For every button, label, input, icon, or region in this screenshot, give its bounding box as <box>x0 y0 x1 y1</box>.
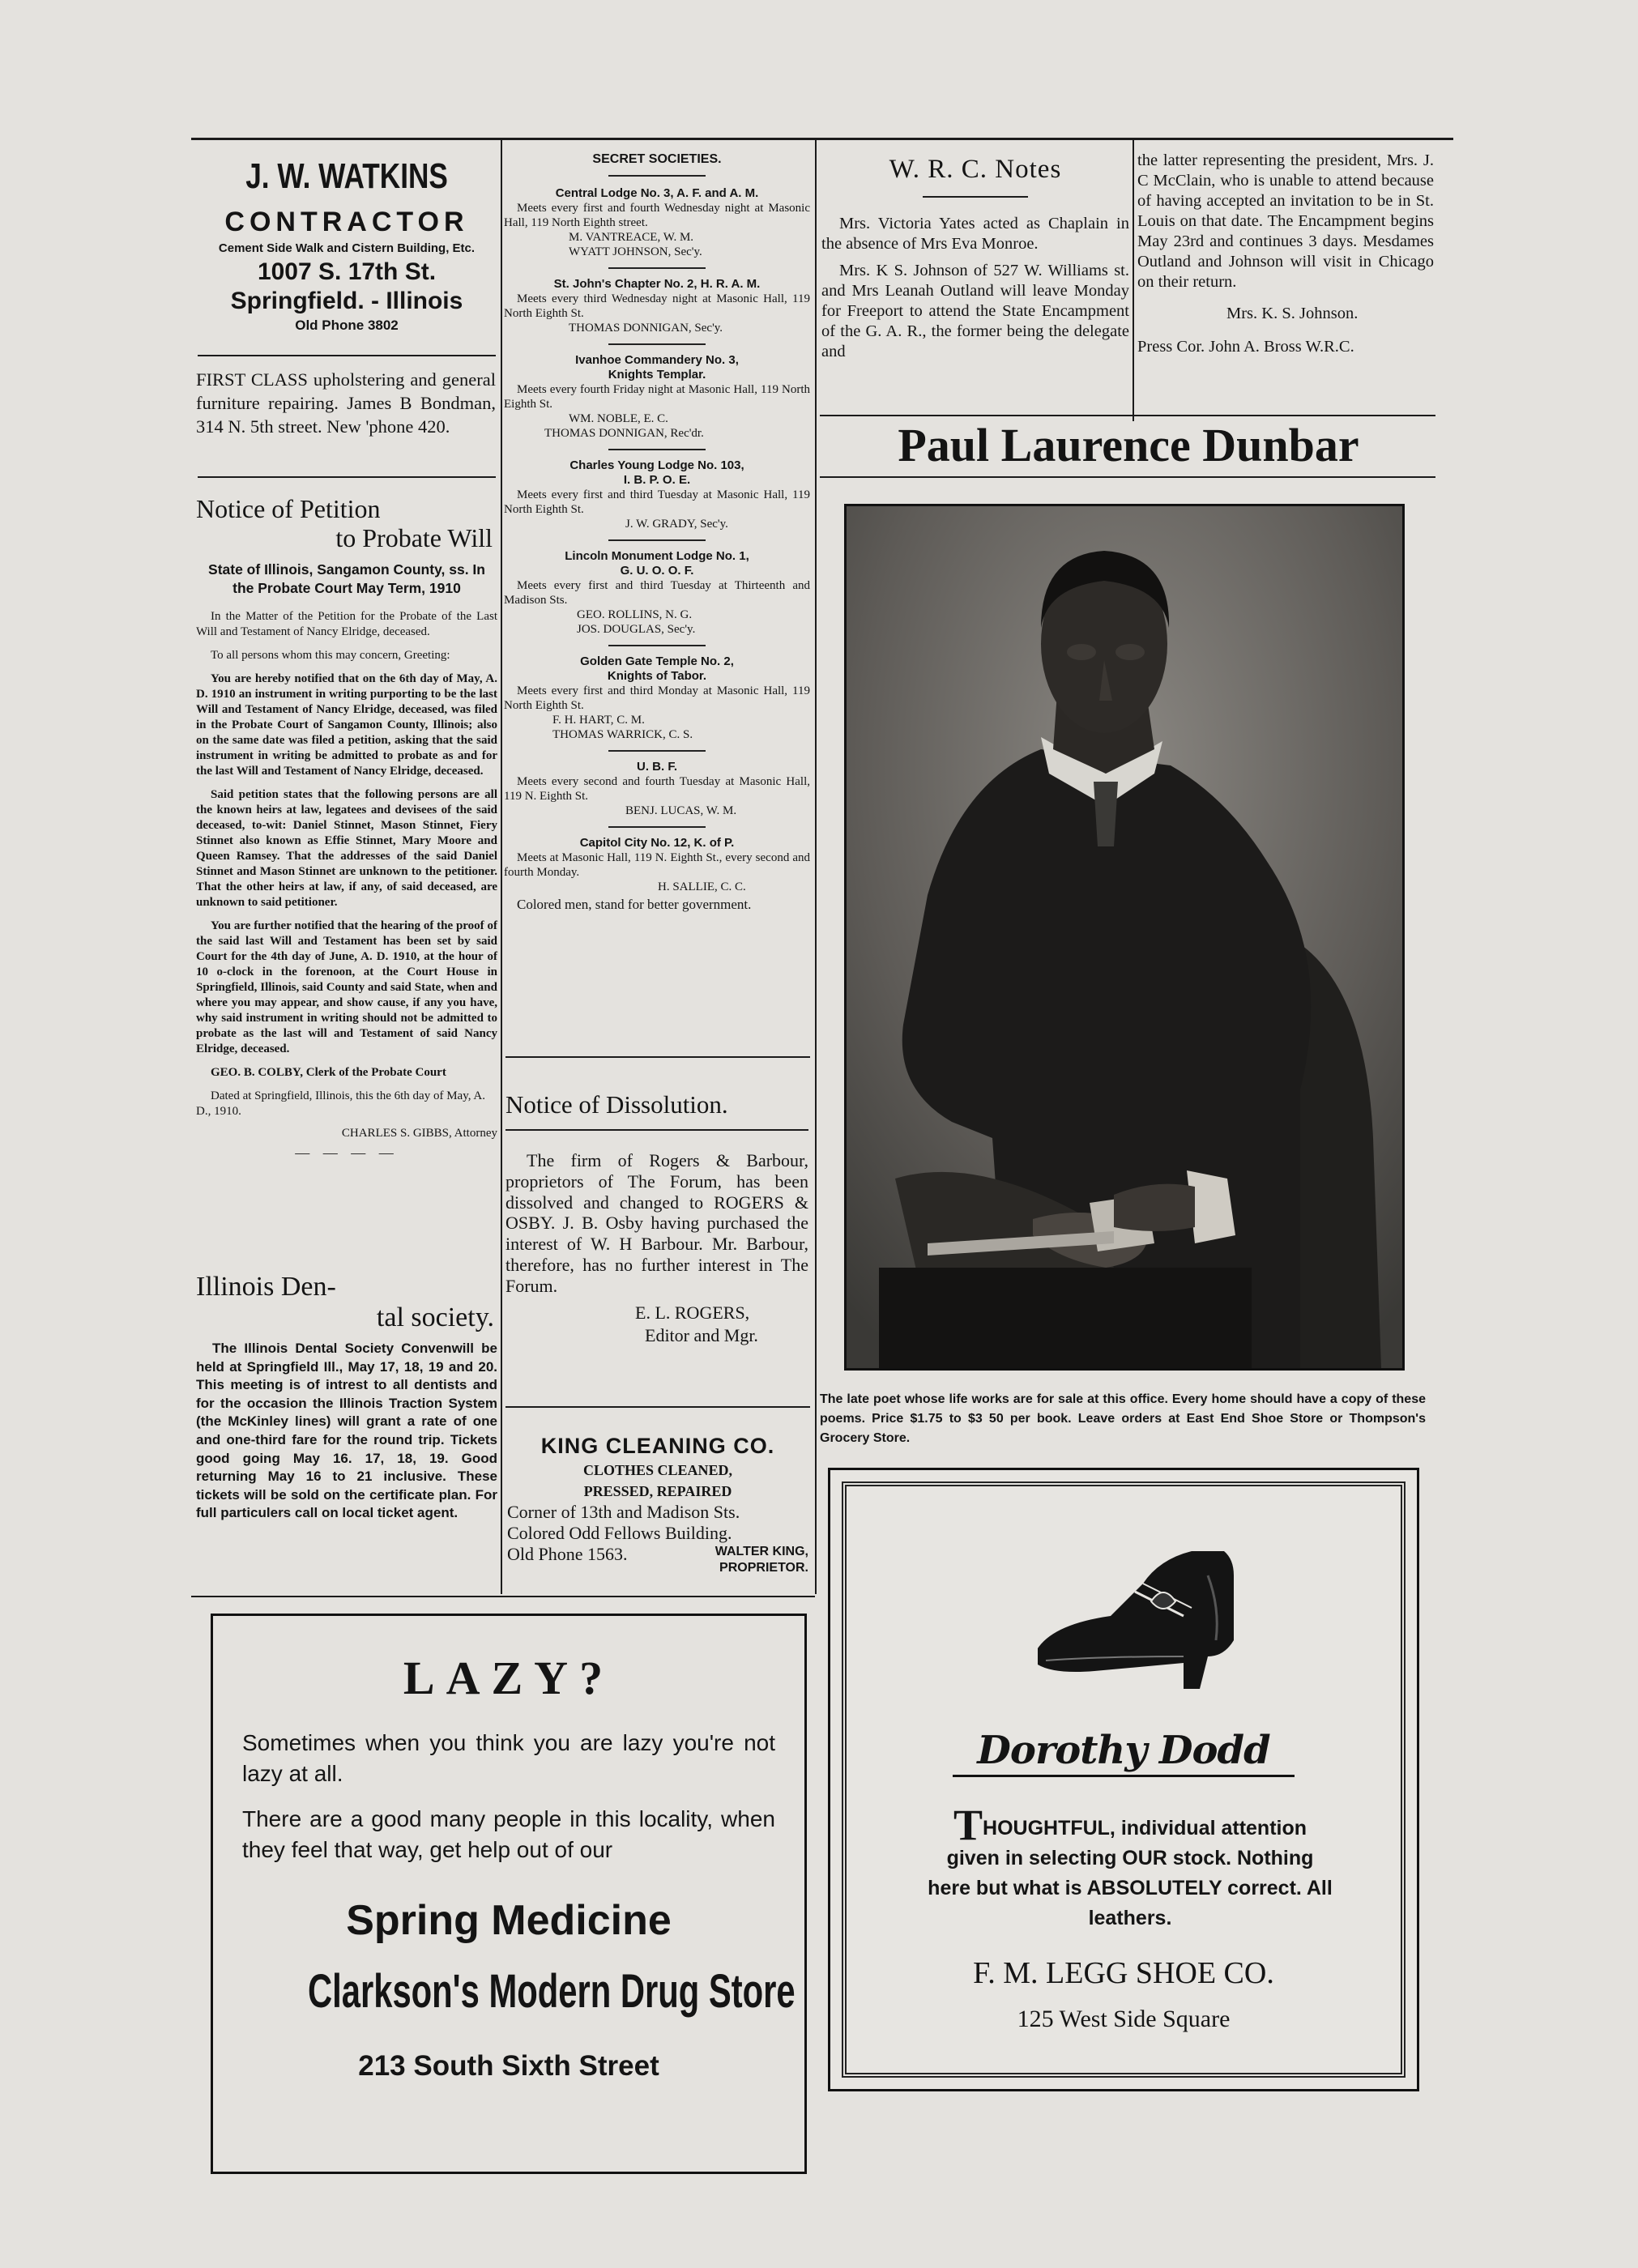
king-line-1: CLOTHES CLEANED, <box>582 1462 733 1478</box>
society-2 <box>504 277 810 335</box>
society-body: Meets every fourth Friday night at Masonic Hall, 119 North Eighth St. <box>504 383 810 411</box>
secret-societies <box>504 151 810 914</box>
society-1 <box>504 186 810 259</box>
probate-attorney: CHARLES S. GIBBS, Attorney <box>341 1127 497 1140</box>
society-sign: WM. NOBLE, E. C. <box>569 412 668 425</box>
dental-society <box>196 1272 497 1523</box>
probate-title-1: Notice of Petition <box>196 494 381 523</box>
header-rule <box>191 138 1453 140</box>
bondman-ad: FIRST CLASS upholstering and general furniture repairing. James B Bondman, 314 N. 5th street. New 'phone 420. <box>196 369 496 437</box>
drug-store-ad <box>211 1614 807 2174</box>
divider <box>198 355 496 356</box>
divider <box>608 826 706 828</box>
probate-p1: In the Matter of the Petition for the Probate of the Last Will and Testament of Nancy Elridge, deceased. <box>196 610 497 638</box>
king-cleaning-ad <box>505 1432 810 1580</box>
lazy-product: Spring Medicine <box>346 1897 672 1944</box>
society-4 <box>504 458 810 531</box>
society-sign: H. SALLIE, C. C. <box>658 880 746 893</box>
society-sign: THOMAS DONNIGAN, Sec'y. <box>569 322 723 335</box>
society-3 <box>504 353 810 441</box>
legg-initial: T <box>953 1801 983 1849</box>
society-title: St. John's Chapter No. 2, H. R. A. M. <box>553 277 761 291</box>
society-sign: BENJ. LUCAS, W. M. <box>625 804 737 817</box>
king-phone: Old Phone 1563. <box>507 1544 628 1564</box>
watkins-ad <box>196 154 497 335</box>
king-name: KING CLEANING CO. <box>540 1434 775 1458</box>
societies-header: SECRET SOCIETIES. <box>592 152 722 166</box>
wrc-notes <box>821 151 1129 362</box>
dissolution-notice <box>505 1089 808 1347</box>
column-rule-3 <box>1133 138 1134 421</box>
legg-address: 125 West Side Square <box>1017 2006 1231 2032</box>
probate-court: State of Illinois, Sangamon County, ss. In the Probate Court May Term, 1910 <box>208 561 485 596</box>
society-title: Central Lodge No. 3, A. F. and A. M. <box>555 186 759 200</box>
dunbar-portrait <box>844 504 1405 1371</box>
society-body: Meets every first and fourth Wednesday night at Masonic Hall, 119 North Eighth street. <box>504 202 810 229</box>
divider <box>505 1129 808 1131</box>
society-sign: THOMAS WARRICK, C. S. <box>552 728 693 741</box>
portrait-image <box>847 506 1402 1368</box>
king-line-2: PRESSED, REPAIRED <box>583 1483 732 1499</box>
wrc-notes-continued <box>1137 151 1434 357</box>
divider <box>608 750 706 752</box>
society-body: Meets every third Wednesday night at Masonic Hall, 119 North Eighth St. <box>504 292 810 320</box>
society-title: Golden Gate Temple No. 2, Knights of Tabor. <box>580 654 734 683</box>
watkins-specialty: Cement Side Walk and Cistern Building, Etc. <box>218 241 476 255</box>
wrc-p3: the latter representing the president, Mrs. J. C McClain, who is unable to attend because of having accepted an invitation to be in St. Louis on that date. The Encampment begins May 23rd and continues 3 days. Mesdames Outland and Johnson will visit in Chicago on their return. <box>1137 151 1434 291</box>
wrc-title: W. R. C. Notes <box>889 155 1062 184</box>
society-title: Ivanhoe Commandery No. 3, Knights Templar. <box>575 353 739 382</box>
society-5 <box>504 549 810 637</box>
watkins-phone: Old Phone 3802 <box>295 318 399 333</box>
legg-text-lead: HOUGHTFUL, <box>983 1817 1115 1840</box>
dunbar-caption: The late poet whose life works are for sale at this office. Every home should have a copy of these poems. Price $1.75 to $3 50 per book. Leave orders at East End Shoe Store or Thompson's Grocery Store. <box>820 1392 1426 1445</box>
wrc-press: Press Cor. John A. Bross W.R.C. <box>1137 338 1354 356</box>
probate-dated: Dated at Springfield, Illinois, this the 6th day of May, A. D., 1910. <box>196 1089 485 1118</box>
society-body: Meets every first and third Monday at Masonic Hall, 119 North Eighth St. <box>504 684 810 712</box>
society-sign: F. H. HART, C. M. <box>552 714 645 727</box>
divider <box>505 1406 810 1408</box>
watkins-address: 1007 S. 17th St. <box>257 258 437 285</box>
society-body: Meets every second and fourth Tuesday at Masonic Hall, 119 N. Eighth St. <box>504 775 810 803</box>
lazy-title: LAZY? <box>403 1652 615 1704</box>
legg-text: individual attention given in selecting OUR stock. Nothing here but what is ABSOLUTELY correct. All leathers. <box>928 1817 1333 1929</box>
probate-p4: Said petition states that the following persons are all the known heirs at law, legatees and devisees of the said deceased, to-wit: Daniel Stinnet, Mason Stinnet, Fiery Stinnet also known as Effie Stinnet, Mary Moore and Queen Ramsey. That the addresses of the said Daniel Stinnet and Mason Stinnet are unknown to the petitioner. That the other heirs at law, if any, of said deceased, are unknown to said petitioner. <box>196 788 497 909</box>
divider <box>198 476 496 478</box>
divider <box>923 196 1028 198</box>
society-title: Capitol City No. 12, K. of P. <box>579 836 735 850</box>
watkins-trade: CONTRACTOR <box>224 207 469 237</box>
watkins-name: J. W. WATKINS <box>245 156 448 196</box>
lazy-address: 213 South Sixth Street <box>358 2050 659 2082</box>
dental-title-1: Illinois Den- <box>196 1272 336 1302</box>
divider <box>820 476 1435 478</box>
dissolution-sign-2: Editor and Mgr. <box>645 1324 758 1345</box>
column-rule-1 <box>501 138 502 1594</box>
society-8 <box>504 836 810 894</box>
probate-notice <box>196 494 497 1162</box>
dunbar-title: Paul Laurence Dunbar <box>898 419 1359 471</box>
society-sign: THOMAS DONNIGAN, Rec'dr. <box>544 427 704 440</box>
shoe-illustration <box>1022 1527 1265 1705</box>
lazy-line-2: There are a good many people in this locality, when they feel that way, get help out of our <box>242 1806 775 1862</box>
lazy-line-1: Sometimes when you think you are lazy you're not lazy at all. <box>242 1730 775 1786</box>
dash-separator: — — — — <box>295 1145 399 1161</box>
society-body: Meets at Masonic Hall, 119 N. Eighth St., every second and fourth Monday. <box>504 851 810 879</box>
dissolution-sign-1: E. L. ROGERS, <box>635 1302 750 1323</box>
probate-p3: You are hereby notified that on the 6th day of May, A. D. 1910 an instrument in writing purporting to be the last Will and Testament of Nancy Elridge, deceased, was filed in the Probate Court of Sangamon County, Illinois; also on the same date was filed a petition, asking that the said instrument in writing be admitted to probate as and for the last Will and Testament of Nancy Elridge, deceased. <box>196 672 497 778</box>
lazy-store: Clarkson's Modern Drug Store <box>307 1965 796 2018</box>
king-line-4: Colored Odd Fellows Building. <box>507 1523 732 1543</box>
king-proprietor-1: WALTER KING, <box>714 1545 808 1558</box>
society-body: Meets every first and third Tuesday at Thirteenth and Madison Sts. <box>504 579 810 607</box>
watkins-city: Springfield. - Illinois <box>230 288 463 314</box>
king-proprietor-2: PROPRIETOR. <box>719 1561 808 1575</box>
divider <box>505 1056 810 1058</box>
probate-clerk: GEO. B. COLBY, Clerk of the Probate Court <box>211 1066 446 1079</box>
wrc-p2: Mrs. K S. Johnson of 527 W. Williams st. and Mrs Leanah Outland will leave Monday for Freeport to attend the State Encampment of the G. A. R., the former being the delegate and <box>821 262 1129 360</box>
dissolution-title: Notice of Dissolution. <box>505 1090 728 1119</box>
society-7 <box>504 760 810 818</box>
bottom-rule <box>191 1596 815 1597</box>
society-title: Charles Young Lodge No. 103, I. B. P. O. E. <box>569 458 744 487</box>
divider <box>608 267 706 269</box>
society-title: Lincoln Monument Lodge No. 1, G. U. O. O. F. <box>565 549 749 578</box>
shoe-ad <box>828 1468 1419 2091</box>
society-sign: M. VANTREACE, W. M. <box>569 231 694 244</box>
divider <box>608 449 706 450</box>
society-sign: WYATT JOHNSON, Sec'y. <box>569 245 702 258</box>
wrc-p1: Mrs. Victoria Yates acted as Chaplain in the absence of Mrs Eva Monroe. <box>821 215 1129 253</box>
divider <box>608 539 706 541</box>
probate-p5: You are further notified that the hearing of the proof of the said last Will and Testament has been set by said Court for the 4th day of June, A. D. 1910, at the hour of 10 o-clock in the forenoon, at the Court House in Springfield, Illinois, said County and said State, when and where you may appear, and show cause, if any you have, why said instrument in writing should not be admitted to probate as the last will and Testament of said Nancy Elridge, deceased. <box>196 919 497 1055</box>
divider <box>608 645 706 646</box>
dissolution-body: The firm of Rogers & Barbour, proprietors of The Forum, has been dissolved and changed to ROGERS & OSBY. J. B. Osby having purchased the interest of W. H Barbour. Mr. Barbour, therefore, has no further interest in The Forum. <box>505 1150 808 1296</box>
divider <box>608 343 706 345</box>
wrc-sign: Mrs. K. S. Johnson. <box>1226 305 1359 322</box>
legg-name: F. M. LEGG SHOE CO. <box>973 1956 1274 1990</box>
divider <box>608 175 706 177</box>
society-sign: GEO. ROLLINS, N. G. <box>577 608 693 621</box>
society-title: U. B. F. <box>636 760 677 774</box>
dental-body: The Illinois Dental Society Convenwill be held at Springfield Ill., May 17, 18, 19 and 20. This meeting is of intrest to all dentists and for the occasion the Illinois Traction System (the McKinley lines) will grant a rate of one and one-third fare for the round trip. Tickets good going May 16. 17, 18, 19. Good returning May 16 to 21 inclusive. These tickets will be sold on the certificate plan. For full particulers call on local ticket agent. <box>196 1341 497 1521</box>
king-line-3: Corner of 13th and Madison Sts. <box>507 1502 740 1522</box>
society-sign: J. W. GRADY, Sec'y. <box>625 518 728 531</box>
dental-title-2: tal society. <box>376 1302 494 1332</box>
probate-p2: To all persons whom this may concern, Greeting: <box>211 649 450 662</box>
societies-closing: Colored men, stand for better government. <box>517 897 752 912</box>
dorothy-dodd-signature: Dorothy Dodd <box>953 1726 1294 1777</box>
society-6 <box>504 654 810 742</box>
probate-title-2: to Probate Will <box>335 523 493 552</box>
society-body: Meets every first and third Tuesday at Masonic Hall, 119 North Eighth St. <box>504 488 810 516</box>
column-rule-2 <box>815 138 817 1594</box>
society-sign: JOS. DOUGLAS, Sec'y. <box>577 623 696 636</box>
